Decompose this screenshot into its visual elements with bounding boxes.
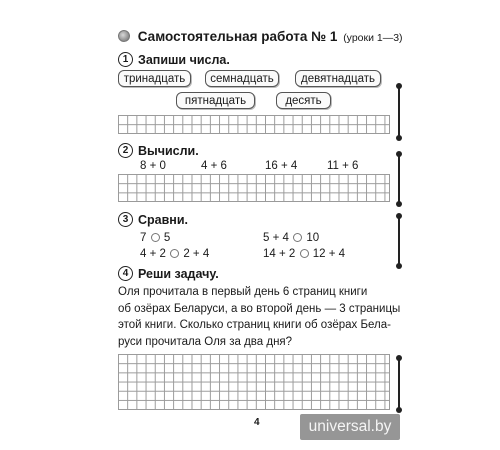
compare-circle[interactable] — [300, 249, 309, 258]
site-watermark: universal.by — [300, 414, 400, 440]
problem-line: этой книги. Сколько страниц книги об озёрах Бела- — [118, 319, 391, 331]
task-2-label: Вычисли. — [138, 143, 199, 158]
task-3-heading — [118, 212, 188, 227]
expression: 4 + 6 — [201, 160, 227, 172]
task-3-label: Сравни. — [138, 212, 189, 227]
comparison — [263, 248, 345, 260]
expression: 8 + 0 — [140, 160, 166, 172]
number-word-card: десять — [276, 92, 331, 109]
comparison-left: 5 + 4 — [263, 232, 289, 244]
comparison — [140, 248, 209, 260]
comparison-left: 14 + 2 — [263, 248, 296, 260]
task-2-heading — [118, 143, 199, 158]
task-2-number: 2 — [118, 143, 133, 158]
task-1-heading — [118, 52, 230, 67]
number-word-card: тринадцать — [118, 70, 191, 87]
circle-bullet-icon — [118, 30, 130, 42]
number-word-card: девятнадцать — [295, 70, 381, 87]
margin-bracket — [398, 154, 400, 204]
comparison-right: 12 + 4 — [312, 248, 345, 260]
task-3-number: 3 — [118, 212, 133, 227]
margin-bracket — [398, 216, 400, 266]
margin-bracket — [398, 86, 400, 138]
comparison — [140, 232, 170, 244]
answer-grid-task-1[interactable] — [118, 115, 390, 134]
comparison-left: 7 — [140, 232, 147, 244]
comparison-right: 5 — [163, 232, 171, 244]
compare-circle[interactable] — [170, 249, 179, 258]
task-4-heading — [118, 266, 219, 281]
problem-line: Оля прочитала в первый день 6 страниц книги — [118, 286, 368, 298]
comparison-right: 10 — [306, 232, 320, 244]
task-4-number: 4 — [118, 266, 133, 281]
margin-bracket — [398, 358, 400, 410]
page-title — [118, 29, 403, 44]
expression: 16 + 4 — [265, 160, 298, 172]
problem-line: об озёрах Беларуси, а во второй день — 3 страницы — [118, 302, 401, 315]
answer-grid-task-2[interactable] — [118, 174, 390, 202]
page-number: 4 — [254, 417, 260, 428]
comparison-left: 4 + 2 — [140, 248, 166, 260]
comparison-right: 2 + 4 — [183, 248, 210, 260]
compare-circle[interactable] — [151, 233, 160, 242]
task-1-number: 1 — [118, 52, 133, 67]
compare-circle[interactable] — [293, 233, 302, 242]
number-word-card: пятнадцать — [176, 92, 255, 109]
expression: 11 + 6 — [327, 160, 359, 172]
task-1-label: Запиши числа. — [138, 52, 230, 67]
problem-line: руси прочитала Оля за два дня? — [118, 335, 293, 348]
number-word-card: семнадцать — [205, 70, 279, 87]
word-problem-text — [118, 284, 401, 350]
page-title-lessons: (уроки 1—3) — [343, 32, 403, 44]
comparison — [263, 232, 319, 244]
task-4-label: Реши задачу. — [138, 266, 219, 281]
page-title-main: Самостоятельная работа № 1 — [137, 29, 338, 44]
answer-grid-task-4[interactable] — [118, 354, 390, 410]
